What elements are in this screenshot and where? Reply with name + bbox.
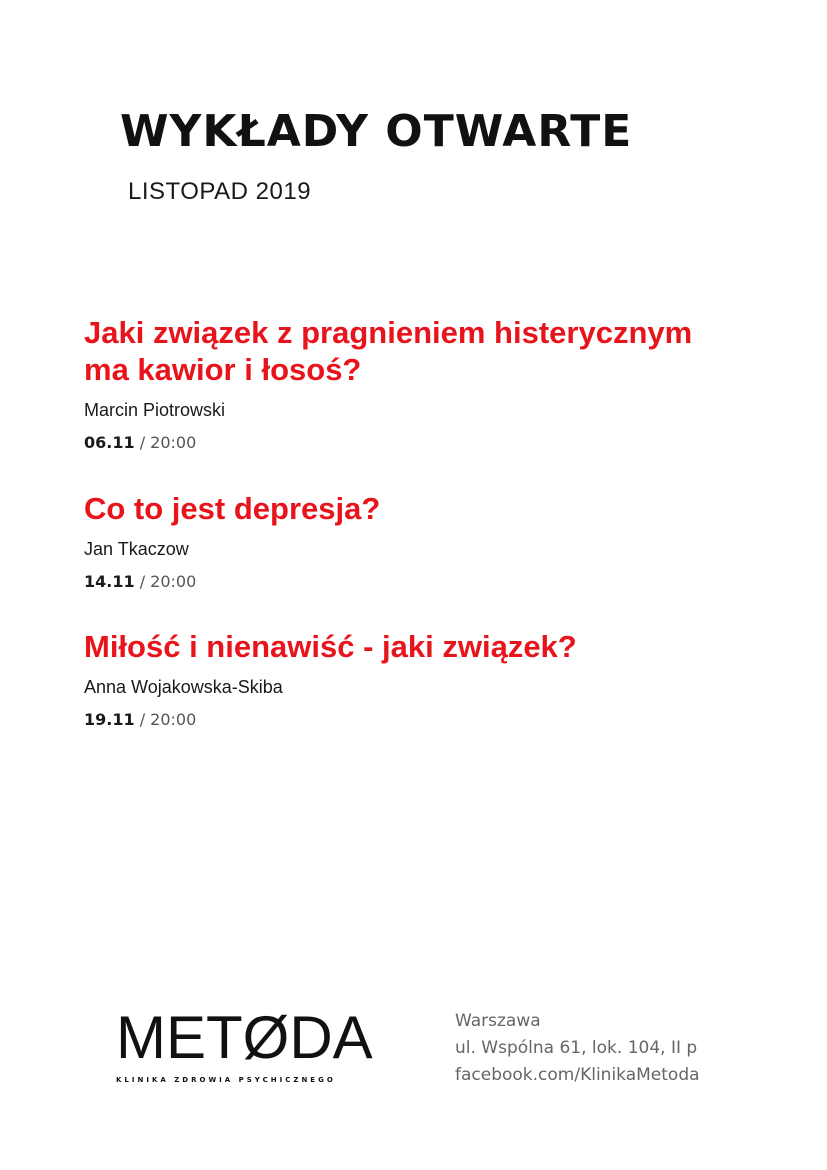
lecture-date: 14.11 [84, 572, 135, 591]
lecture-title: Miłość i nienawiść - jaki związek? [84, 629, 577, 664]
metoda-logo [116, 1006, 396, 1084]
lecture-speaker: Anna Wojakowska-Skiba [84, 677, 283, 697]
lecture-separator: / [134, 572, 151, 591]
lecture-datetime [84, 432, 784, 454]
lecture-speaker: Jan Tkaczow [84, 539, 189, 559]
lecture-title: Co to jest depresja? [84, 491, 381, 526]
lecture-item [84, 314, 784, 454]
logo-wordmark: METØDA [116, 1004, 373, 1071]
lecture-time: 20:00 [150, 433, 197, 452]
address-street: ul. Wspólna 61, lok. 104, II p [455, 1038, 698, 1058]
lecture-datetime [84, 571, 784, 593]
lecture-separator: / [134, 710, 151, 729]
address-block [455, 1008, 700, 1089]
page-title: WYKŁADY OTWARTE [120, 106, 633, 157]
logo-tagline: KLINIKA ZDROWIA PSYCHICZNEGO [116, 1076, 336, 1084]
lecture-datetime [84, 709, 784, 731]
lecture-item [84, 628, 784, 731]
lecture-speaker: Marcin Piotrowski [84, 400, 226, 420]
page-subtitle: LISTOPAD 2019 [128, 178, 312, 205]
lecture-title: Jaki związek z pragnieniem histerycznym ma kawior i łosoś? [84, 315, 693, 387]
address-city: Warszawa [455, 1011, 541, 1031]
lecture-item [84, 490, 784, 593]
lecture-date: 06.11 [84, 433, 135, 452]
lecture-date: 19.11 [84, 710, 135, 729]
lecture-time: 20:00 [150, 572, 197, 591]
lecture-time: 20:00 [150, 710, 197, 729]
facebook-link[interactable]: facebook.com/KlinikaMetoda [455, 1065, 700, 1085]
lecture-separator: / [134, 433, 151, 452]
